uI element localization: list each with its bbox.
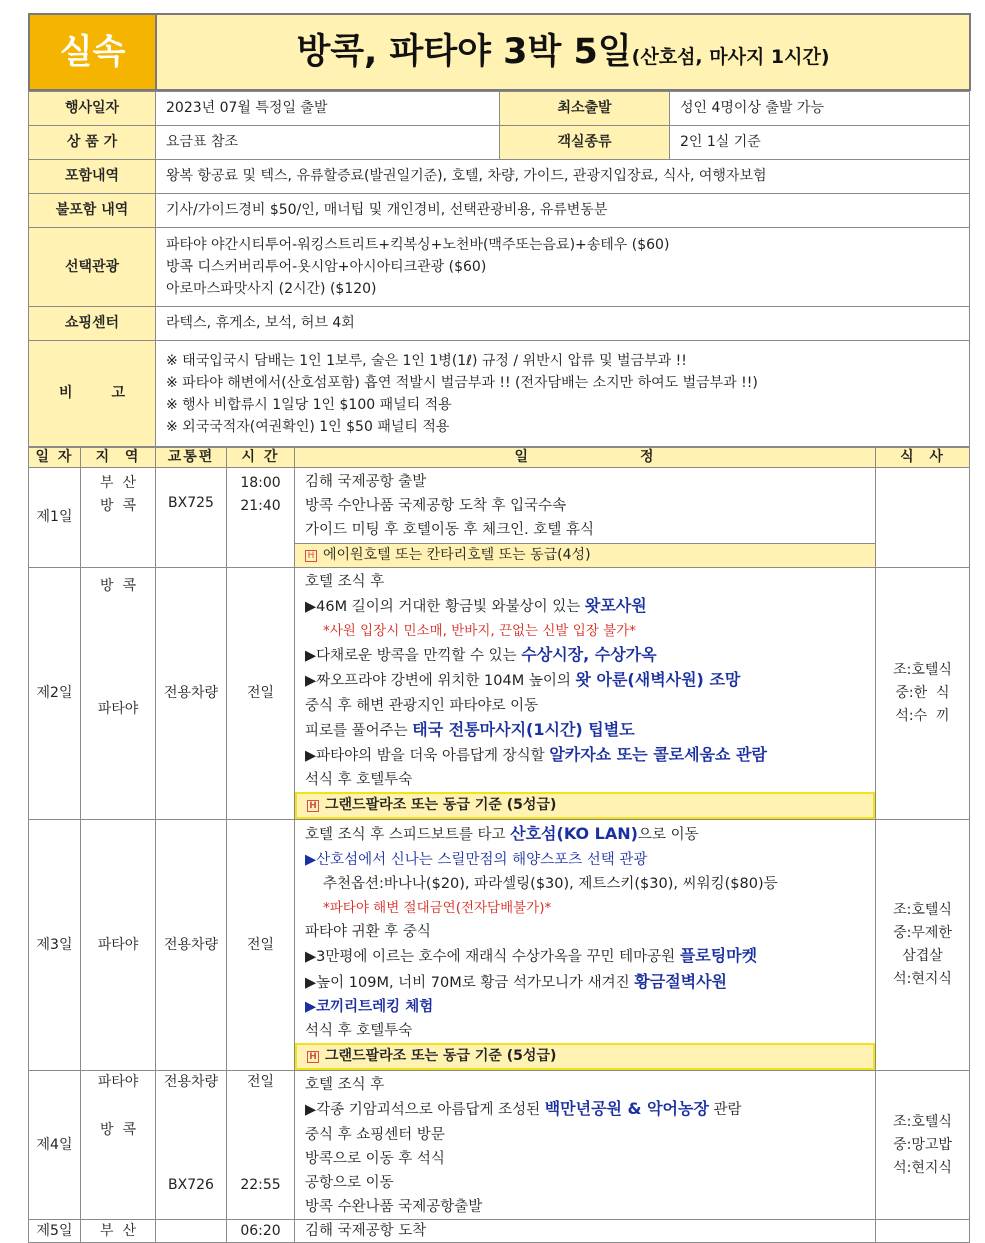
highlight-text: 황금절벽사원 xyxy=(634,971,728,991)
meal-cell xyxy=(876,1220,970,1243)
note-label: 비 고 xyxy=(29,341,156,447)
option-item: 파타야 야간시티투어-워킹스트리트+킥복싱+노천바(맥주또는음료)+송테우 ($60) xyxy=(166,237,670,253)
room-value: 2인 1실 기준 xyxy=(670,126,970,160)
transport-cell: 전용차량 xyxy=(156,820,227,1071)
hotel-line xyxy=(295,543,875,567)
schedule-line: 김해 국제공항 출발 xyxy=(305,474,427,490)
schedule-cell xyxy=(295,567,876,820)
hotel-name: 에이원호텔 또는 칸타리호텔 또는 동급(4성) xyxy=(323,546,591,563)
time-cell: 06:20 xyxy=(227,1220,295,1243)
min-value: 성인 4명이상 출발 가능 xyxy=(670,92,970,126)
highlight-text: 태국 전통마사지(1시간) 팁별도 xyxy=(412,719,635,739)
price-value: 요금표 참조 xyxy=(156,126,500,160)
hotel-icon: H xyxy=(307,1051,319,1063)
highlight-text: 플로팅마켓 xyxy=(679,946,758,966)
min-label: 최소출발 xyxy=(500,92,670,126)
schedule-line: 석식 후 호텔투숙 xyxy=(305,1023,413,1040)
region-cell: 파타야 xyxy=(81,820,156,1071)
schedule-line: ▶다채로운 방콕을 만끽할 수 있는 수상시장, 수상가옥 xyxy=(305,645,657,665)
warning-line: *파타야 해변 절대금연(전자담배불가)* xyxy=(323,900,552,917)
highlight-text: 왓 아룬(새벽사원) 조망 xyxy=(575,670,741,690)
col-schedule: 일 정 xyxy=(295,448,876,468)
schedule-line: 호텔 조식 후 xyxy=(305,1077,385,1094)
meal-text: 조:호텔식 xyxy=(893,1113,952,1130)
day-row xyxy=(29,468,970,568)
schedule-cell xyxy=(295,820,876,1071)
schedule-line: ▶파타야의 밤을 더욱 아름답게 장식할 알카자쇼 또는 콜로세움쇼 관람 xyxy=(305,745,767,765)
note-item: ※ 태국입국시 담배는 1인 1보루, 술은 1인 1병(1ℓ) 규정 / 위반시 압류 및 벌금부과 !! xyxy=(166,352,687,369)
meal-text: 중:망고밥 xyxy=(893,1136,952,1153)
col-time: 시 간 xyxy=(227,448,295,468)
itinerary-sheet xyxy=(28,13,969,1243)
highlight-text: 수상시장, 수상가옥 xyxy=(521,645,657,665)
time-text: 21:40 xyxy=(240,498,281,514)
highlight-line: ▶코끼리트레킹 체험 xyxy=(305,998,434,1015)
day-label: 제1일 xyxy=(29,468,81,568)
schedule-line: 방콕으로 이동 후 석식 xyxy=(305,1150,445,1167)
meal-text: 중:무제한 xyxy=(893,925,952,942)
option-label: 선택관광 xyxy=(29,228,156,307)
transport-cell: 전용차량 xyxy=(156,567,227,820)
schedule-line: 호텔 조식 후 스피드보트를 타고 산호섬(KO LAN)으로 이동 xyxy=(305,824,699,844)
region-text: 방 콕 xyxy=(100,577,136,594)
schedule-line: ▶산호섬에서 신나는 스릴만점의 해양스포츠 선택 관광 xyxy=(305,851,648,868)
meal-text: 석:현지식 xyxy=(893,971,952,988)
hotel-name: 그랜드팔라조 또는 동급 기준 (5성급) xyxy=(325,797,557,814)
meal-text: 중:한 식 xyxy=(895,685,950,702)
itinerary-table xyxy=(28,447,970,1243)
schedule-line: 호텔 조식 후 xyxy=(305,573,385,590)
shop-label: 쇼핑센터 xyxy=(29,307,156,341)
highlight-text: 알카자쇼 또는 콜로세움쇼 관람 xyxy=(549,745,767,765)
region-text: 파타야 xyxy=(97,701,139,718)
schedule-line: 가이드 미팅 후 호텔이동 후 체크인. 호텔 휴식 xyxy=(305,522,594,539)
option-list xyxy=(156,228,970,307)
note-item: ※ 행사 비합류시 1일당 1인 $100 패널티 적용 xyxy=(166,396,452,413)
transport-text: 전용차량 xyxy=(163,1074,219,1091)
highlight-text: 백만년공원 & 악어농장 xyxy=(544,1099,709,1119)
region-text: 방 콕 xyxy=(100,498,136,514)
warning-line: *사원 입장시 민소매, 반바지, 끈없는 신발 입장 불가* xyxy=(323,623,636,640)
region-cell xyxy=(81,1071,156,1220)
transport-cell: BX725 xyxy=(156,468,227,568)
meal-text: 삼겹살 xyxy=(902,948,943,965)
schedule-line: 방콕 수완나품 국제공항출발 xyxy=(305,1199,483,1216)
schedule-line: ▶각종 기암괴석으로 아름답게 조성된 백만년공원 & 악어농장 관람 xyxy=(305,1099,742,1119)
region-cell xyxy=(81,468,156,568)
highlight-text: 산호섬(KO LAN) xyxy=(510,824,638,844)
schedule-line: 추천옵션:바나나($20), 파라셀링($30), 제트스키($30), 씨워킹($80)등 xyxy=(323,875,778,892)
col-transport: 교통편 xyxy=(156,448,227,468)
meal-text: 조:호텔식 xyxy=(893,902,952,919)
schedule-line: 중식 후 해변 관광지인 파타야로 이동 xyxy=(305,697,539,714)
title-main: 방콕, 파타야 3박 5일 xyxy=(296,32,632,72)
region-cell xyxy=(81,567,156,820)
note-list xyxy=(156,341,970,447)
date-value: 2023년 07월 특정일 출발 xyxy=(156,92,500,126)
schedule-line: ▶높이 109M, 너비 70M로 황금 석가모니가 새겨진 황금절벽사원 xyxy=(305,971,728,991)
day-row xyxy=(29,567,970,820)
hotel-icon: H xyxy=(307,800,319,812)
time-cell: 전일 xyxy=(227,820,295,1071)
schedule-line: 파타야 귀환 후 중식 xyxy=(305,924,431,941)
option-item: 방콕 디스커버리투어-욧시암+아시아티크관광 ($60) xyxy=(166,259,487,275)
transport-cell xyxy=(156,1071,227,1220)
day-label: 제3일 xyxy=(29,820,81,1071)
schedule-line: ▶짜오프라야 강변에 위치한 104M 높이의 왓 아룬(새벽사원) 조망 xyxy=(305,670,741,690)
meal-cell xyxy=(876,567,970,820)
schedule-cell: 김해 국제공항 도착 xyxy=(295,1220,876,1243)
schedule-line: 공항으로 이동 xyxy=(305,1175,394,1192)
col-meal: 식 사 xyxy=(876,448,970,468)
transport-text: BX726 xyxy=(168,1177,214,1194)
title-table xyxy=(28,13,971,91)
excl-value: 기사/가이드경비 $50/인, 매너팁 및 개인경비, 선택관광비용, 유류변동분 xyxy=(156,194,970,228)
schedule-line: ▶3만평에 이르는 호수에 재래식 수상가옥을 꾸민 테마공원 플로팅마켓 xyxy=(305,946,758,966)
hotel-name: 그랜드팔라조 또는 동급 기준 (5성급) xyxy=(325,1048,557,1065)
room-label: 객실종류 xyxy=(500,126,670,160)
schedule-cell xyxy=(295,1071,876,1220)
excl-label: 불포함 내역 xyxy=(29,194,156,228)
col-day: 일 자 xyxy=(29,448,81,468)
date-label: 행사일자 xyxy=(29,92,156,126)
day-label: 제5일 xyxy=(29,1220,81,1243)
meal-cell xyxy=(876,1071,970,1220)
schedule-line: ▶46M 길이의 거대한 황금빛 와불상이 있는 왓포사원 xyxy=(305,595,647,615)
note-item: ※ 파타야 해변에서(산호섬포함) 흡연 적발시 벌금부과 !! (전자담배는 소지만 하여도 벌금부과 !!) xyxy=(166,374,758,391)
option-item: 아로마스파맛사지 (2시간) ($120) xyxy=(166,281,377,297)
meal-text: 석:현지식 xyxy=(893,1159,952,1176)
note-item: ※ 외국국적자(여권확인) 1인 $50 패널티 적용 xyxy=(166,418,450,435)
time-cell: 전일 xyxy=(227,567,295,820)
shop-value: 라텍스, 휴게소, 보석, 허브 4회 xyxy=(156,307,970,341)
day-label: 제4일 xyxy=(29,1071,81,1220)
region-text: 방 콕 xyxy=(100,1122,136,1139)
schedule-cell xyxy=(295,468,876,568)
highlight-text: 왓포사원 xyxy=(584,595,647,615)
info-table xyxy=(28,91,970,447)
meal-text: 석:수 끼 xyxy=(895,708,950,725)
time-cell xyxy=(227,468,295,568)
meal-cell xyxy=(876,468,970,568)
schedule-line: 피로를 풀어주는 태국 전통마사지(1시간) 팁별도 xyxy=(305,719,635,739)
product-tag: 실속 xyxy=(29,14,156,90)
meal-text: 조:호텔식 xyxy=(893,662,952,679)
day-row xyxy=(29,1220,970,1243)
page-title xyxy=(156,14,970,90)
meal-cell xyxy=(876,820,970,1071)
incl-label: 포함내역 xyxy=(29,160,156,194)
col-region: 지 역 xyxy=(81,448,156,468)
hotel-icon: H xyxy=(305,550,317,562)
day-row xyxy=(29,820,970,1071)
schedule-line: 중식 후 쇼핑센터 방문 xyxy=(305,1126,445,1143)
day-label: 제2일 xyxy=(29,567,81,820)
region-cell: 부 산 xyxy=(81,1220,156,1243)
incl-value: 왕복 항공료 및 텍스, 유류할증료(발권일기준), 호텔, 차량, 가이드, 관광지입장료, 식사, 여행자보험 xyxy=(156,160,970,194)
time-cell xyxy=(227,1071,295,1220)
region-text: 부 산 xyxy=(100,475,136,491)
hotel-line xyxy=(295,792,875,819)
transport-cell xyxy=(156,1220,227,1243)
price-label: 상 품 가 xyxy=(29,126,156,160)
time-text: 전일 xyxy=(246,1074,275,1091)
hotel-line xyxy=(295,1043,875,1070)
schedule-line: 방콕 수안나품 국제공항 도착 후 입국수속 xyxy=(305,498,567,515)
day-row xyxy=(29,1071,970,1220)
time-text: 18:00 xyxy=(240,475,281,491)
time-text: 22:55 xyxy=(240,1177,281,1194)
schedule-line: 석식 후 호텔투숙 xyxy=(305,772,413,789)
region-text: 파타야 xyxy=(97,1074,139,1091)
title-sub: (산호섬, 마사지 1시간) xyxy=(631,46,830,68)
